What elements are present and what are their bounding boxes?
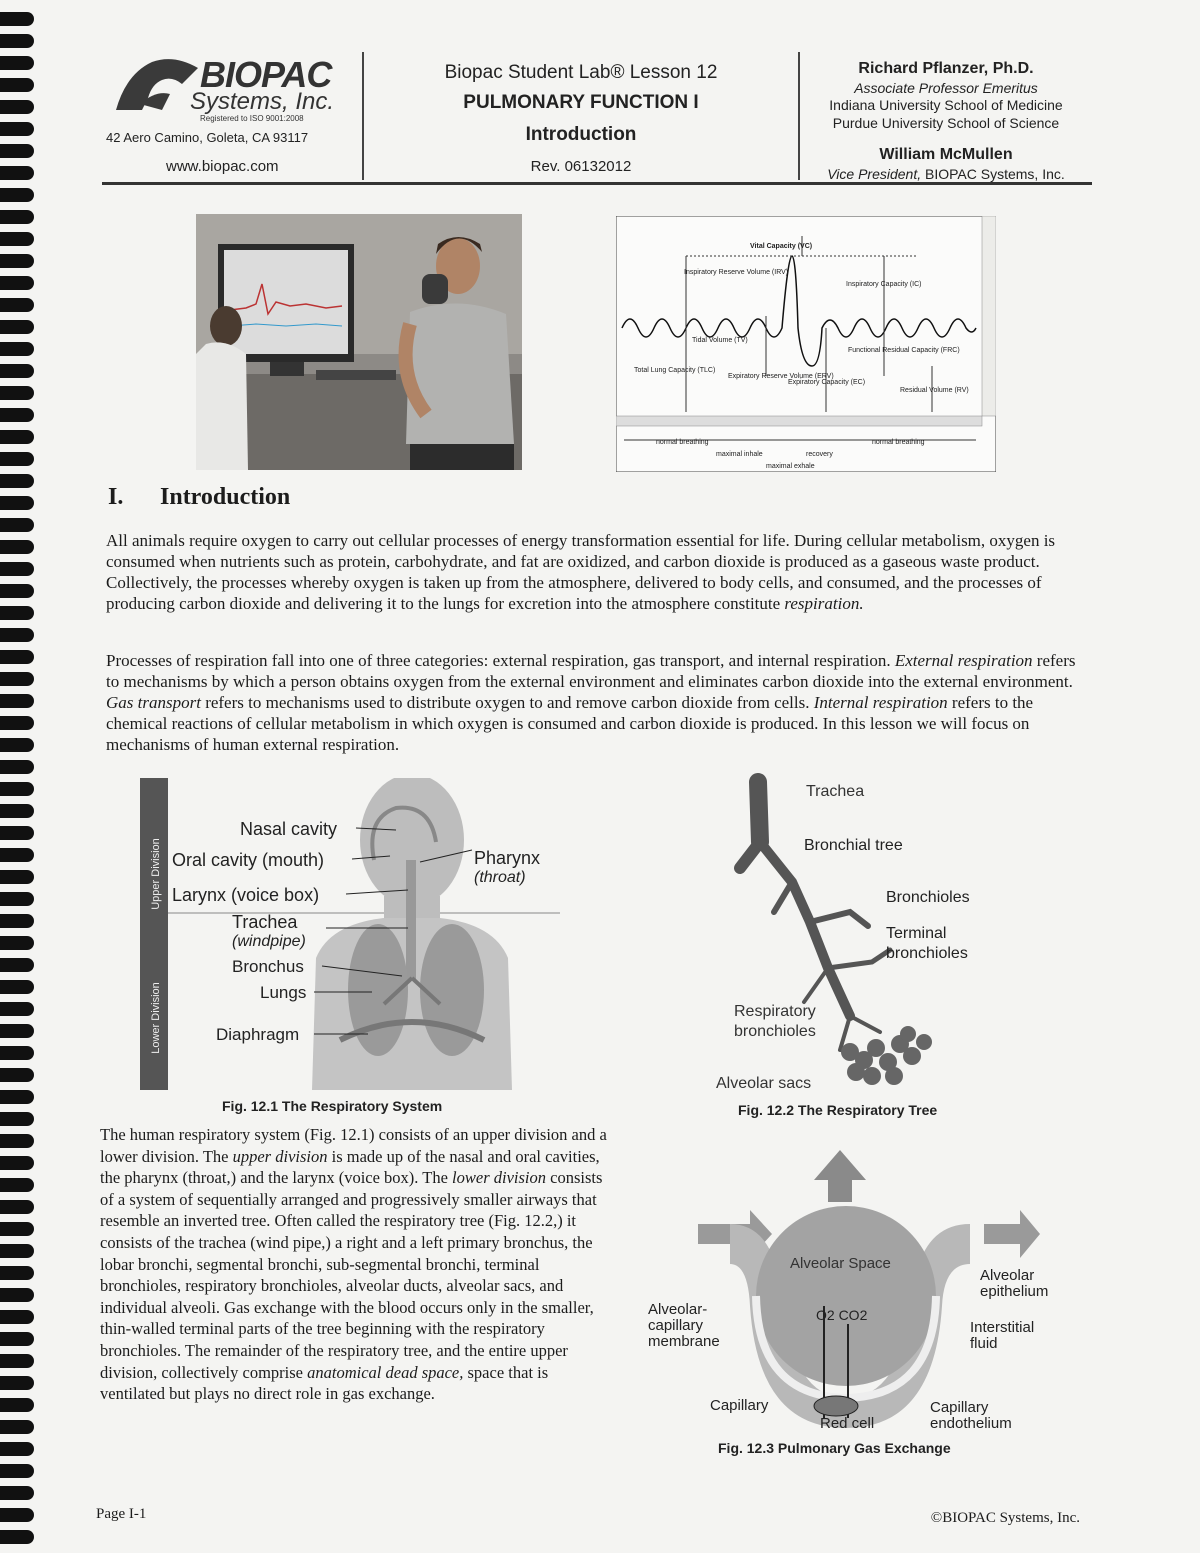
membrane-label-3: membrane (648, 1333, 720, 1350)
fig-12-2-caption: Fig. 12.2 The Respiratory Tree (738, 1102, 938, 1118)
binding-loop (0, 364, 34, 378)
binding-loop (0, 1266, 34, 1280)
logo-subtitle: Systems, Inc. (190, 88, 335, 115)
membrane-label-1: Alveolar- (648, 1301, 708, 1318)
pharynx-label: Pharynx (474, 848, 541, 868)
alveolar-sacs-icon (841, 1026, 932, 1085)
alveolar-sacs-label: Alveolar sacs (716, 1075, 812, 1092)
binding-loop (0, 1244, 34, 1258)
binding-loop (0, 540, 34, 554)
interstitial-label-1: Interstitial (970, 1319, 1035, 1336)
author2-name: William McMullen (879, 146, 1013, 163)
tlc-label: Total Lung Capacity (TLC) (634, 367, 716, 374)
binding-loop (0, 298, 34, 312)
diaphragm-label: Diaphragm (216, 1025, 300, 1044)
binding-loop (0, 166, 34, 180)
ec-label: Expiratory Capacity (EC) (788, 379, 866, 386)
binding-loop (0, 430, 34, 444)
recovery-label: recovery (806, 451, 833, 458)
binding-loop (0, 694, 34, 708)
binding-loop (0, 892, 34, 906)
maximal-exhale-label: maximal exhale (766, 463, 815, 470)
binding-loop (0, 958, 34, 972)
company-url[interactable]: www.biopac.com (166, 158, 279, 175)
binding-loop (0, 12, 34, 26)
author1-affiliation-2: Purdue University School of Science (832, 115, 1060, 131)
irv-label: Inspiratory Reserve Volume (IRV) (684, 269, 789, 276)
endothelium-label-1: Capillary (930, 1399, 989, 1416)
binding-loop (0, 650, 34, 664)
interstitial-label-2: fluid (970, 1335, 998, 1352)
binding-loop (0, 1024, 34, 1038)
binding-loop (0, 1464, 34, 1478)
normal-breathing-label-2: normal breathing (872, 439, 925, 446)
binding-loop (0, 584, 34, 598)
alveolar-epithelium-label-2: epithelium (980, 1283, 1049, 1300)
binding-loop (0, 78, 34, 92)
author1-affiliation-1: Indiana University School of Medicine (829, 97, 1063, 113)
binding-loop (0, 1420, 34, 1434)
trachea-label: Trachea (232, 912, 298, 932)
binding-loop (0, 1046, 34, 1060)
company-address: 42 Aero Camino, Goleta, CA 93117 (106, 130, 309, 145)
nasal-cavity-label: Nasal cavity (240, 819, 338, 839)
right-arrow-icon (984, 1210, 1040, 1258)
binding-loop (0, 386, 34, 400)
binding-loop (0, 320, 34, 334)
binding-loop (0, 628, 34, 642)
binding-loop (0, 760, 34, 774)
alveolar-space-label: Alveolar Space (790, 1255, 891, 1272)
header-rule (102, 182, 1092, 185)
ic-label: Inspiratory Capacity (IC) (846, 281, 922, 288)
upper-division-label: Upper Division (150, 838, 162, 910)
binding-loop (0, 1288, 34, 1302)
terminal-label-1: Terminal (886, 925, 947, 942)
fig-12-1-caption: Fig. 12.1 The Respiratory System (222, 1098, 443, 1114)
binding-loop (0, 188, 34, 202)
logo-registration: Registered to ISO 9001:2008 (200, 114, 304, 123)
oral-cavity-label: Oral cavity (mouth) (172, 850, 325, 870)
binding-loop (0, 1376, 34, 1390)
section-title: Introduction (160, 484, 291, 510)
binding-loop (0, 1310, 34, 1324)
author1-name: Richard Pflanzer, Ph.D. (858, 60, 1034, 77)
binding-loop (0, 1332, 34, 1346)
trachea-tree-label: Trachea (806, 783, 865, 800)
o2-co2-label: O2 CO2 (816, 1307, 868, 1323)
binding-loop (0, 276, 34, 290)
lab-photo (196, 214, 522, 470)
binding-loop (0, 980, 34, 994)
computer-monitor-icon (218, 244, 354, 362)
binding-loop (0, 914, 34, 928)
binding-loop (0, 518, 34, 532)
page-number: Page I-1 (96, 1506, 147, 1522)
binding-loop (0, 144, 34, 158)
alveolus-icon (756, 1206, 936, 1386)
alveolar-epithelium-label-1: Alveolar (980, 1267, 1035, 1284)
membrane-label-2: capillary (648, 1317, 704, 1334)
intro-paragraph-2: Processes of respiration fall into one of three categories: external respiration, gas transport, and internal respiration. External respiration refers to mechanisms by which a person obtains oxygen from the external environment and eliminates carbon dioxide into the external environment. Gas transport refers to mechanisms used to distribute oxygen to and remove carbon dioxide from cells. Internal respiration refers to the chemical reactions of cellular metabolism in which oxygen is consumed and carbon dioxide is produced. In this lesson we will focus on mechanisms of human external respiration. (106, 651, 1076, 754)
binding-loop (0, 452, 34, 466)
lesson-revision: Rev. 06132012 (530, 158, 632, 175)
respiratory-system-paragraph: The human respiratory system (Fig. 12.1) consists of an upper division and a lower division. The upper division is made up of the nasal and oral cavities, the pharynx (throat,) and the larynx (voice box). The lower division consists of a system of sequentially arranged and progressively smaller airways that resemble an inverted tree. Often called the respiratory tree (Fig. 12.2,) it consists of the trachea (wind pipe,) a right and a left primary bronchus, the lobar bronchi, segmental bronchi, sub-segmental bronchi, terminal bronchioles, respiratory bronchioles, alveolar ducts, alveolar sacs, and individual alveoli. Gas exchange with the blood occurs only in the smaller, thin-walled terminal parts of the tree beginning with the respiratory bronchioles. The remainder of the respiratory tree, and the entire upper division, collectively comprise anatomical dead space, space that is ventilated but plays no direct role in gas exchange. (100, 1125, 607, 1404)
binding-loop (0, 1134, 34, 1148)
binding-loop (0, 804, 34, 818)
binding-loop (0, 342, 34, 356)
binding-loop (0, 1090, 34, 1104)
respiratory-system-figure (140, 778, 560, 1090)
binding-loop (0, 562, 34, 576)
lungs-label: Lungs (260, 983, 307, 1002)
binding-loop (0, 122, 34, 136)
intro-paragraph-1: All animals require oxygen to carry out cellular processes of energy transformation essential for life. During cellular metabolism, oxygen is consumed when nutrients such as protein, carbohydrate, and fat are oxidized, and carbon dioxide is produced as a gaseous waste product. Collectively, the processes whereby oxygen is taken up from the atmosphere, delivered to body cells, and consumed, and the processes of producing carbon dioxide and delivering it to the lungs for excretion into the atmosphere constitute respiration. (106, 531, 1056, 613)
lesson-subtitle: Introduction (525, 124, 637, 145)
copyright: ©BIOPAC Systems, Inc. (930, 1510, 1080, 1526)
binding-loop (0, 782, 34, 796)
maximal-inhale-label: maximal inhale (716, 451, 763, 458)
binding-loop (0, 870, 34, 884)
up-arrow-icon (814, 1150, 866, 1202)
binding-loop (0, 34, 34, 48)
binding-loop (0, 1178, 34, 1192)
author1-title: Associate Professor Emeritus (854, 80, 1038, 96)
larynx-label: Larynx (voice box) (172, 885, 320, 905)
capillary-label: Capillary (710, 1397, 769, 1414)
gas-exchange-figure (640, 1146, 1080, 1436)
lesson-title: PULMONARY FUNCTION I (463, 92, 699, 113)
human-torso-icon (312, 778, 512, 1090)
binding-loop (0, 848, 34, 862)
bronchial-tree-label: Bronchial tree (804, 837, 903, 854)
binding-loop (0, 716, 34, 730)
normal-breathing-label-1: normal breathing (656, 439, 709, 446)
binding-loop (0, 826, 34, 840)
respiratory-bronchioles-label-1: Respiratory (734, 1003, 816, 1020)
lower-division-label: Lower Division (150, 982, 162, 1054)
lesson-series: Biopac Student Lab® Lesson 12 (444, 62, 718, 83)
binding-loop (0, 936, 34, 950)
binding-loop (0, 496, 34, 510)
binding-loop (0, 738, 34, 752)
windpipe-label: (windpipe) (232, 933, 306, 950)
throat-label: (throat) (474, 869, 526, 886)
logo-name: BIOPAC (200, 54, 332, 95)
respiratory-bronchioles-label-2: bronchioles (734, 1023, 816, 1040)
binding-loop (0, 1200, 34, 1214)
binding-loop (0, 1156, 34, 1170)
binding-loop (0, 1398, 34, 1412)
binding-loop (0, 1002, 34, 1016)
bronchioles-label: Bronchioles (886, 889, 970, 906)
binding-loop (0, 1508, 34, 1522)
red-cell-label: Red cell (820, 1415, 875, 1432)
section-number: I. (108, 484, 124, 510)
bronchus-label: Bronchus (232, 957, 304, 976)
binding-loop (0, 1222, 34, 1236)
binding-loop (0, 1530, 34, 1544)
lung-volume-chart (616, 216, 996, 472)
author2-title: Vice President, BIOPAC Systems, Inc. (827, 166, 1065, 182)
rv-label: Residual Volume (RV) (900, 387, 969, 394)
binding-loop (0, 474, 34, 488)
binding-loop (0, 1068, 34, 1082)
binding-loop (0, 56, 34, 70)
spiral-binding (0, 0, 40, 1553)
binding-loop (0, 1442, 34, 1456)
vc-label: Vital Capacity (VC) (750, 243, 813, 250)
binding-loop (0, 210, 34, 224)
frc-label: Functional Residual Capacity (FRC) (848, 347, 960, 354)
binding-loop (0, 100, 34, 114)
binding-loop (0, 408, 34, 422)
erv-label: Expiratory Reserve Volume (ERV) (728, 373, 834, 380)
binding-loop (0, 672, 34, 686)
fig-12-3-caption: Fig. 12.3 Pulmonary Gas Exchange (718, 1440, 951, 1456)
terminal-label-2: bronchioles (886, 945, 968, 962)
binding-loop (0, 606, 34, 620)
tv-label: Tidal Volume (TV) (692, 337, 748, 344)
binding-loop (0, 1354, 34, 1368)
binding-loop (0, 232, 34, 246)
respiratory-tree-figure (700, 772, 1010, 1098)
binding-loop (0, 1112, 34, 1126)
binding-loop (0, 254, 34, 268)
binding-loop (0, 1486, 34, 1500)
endothelium-label-2: endothelium (930, 1415, 1012, 1432)
